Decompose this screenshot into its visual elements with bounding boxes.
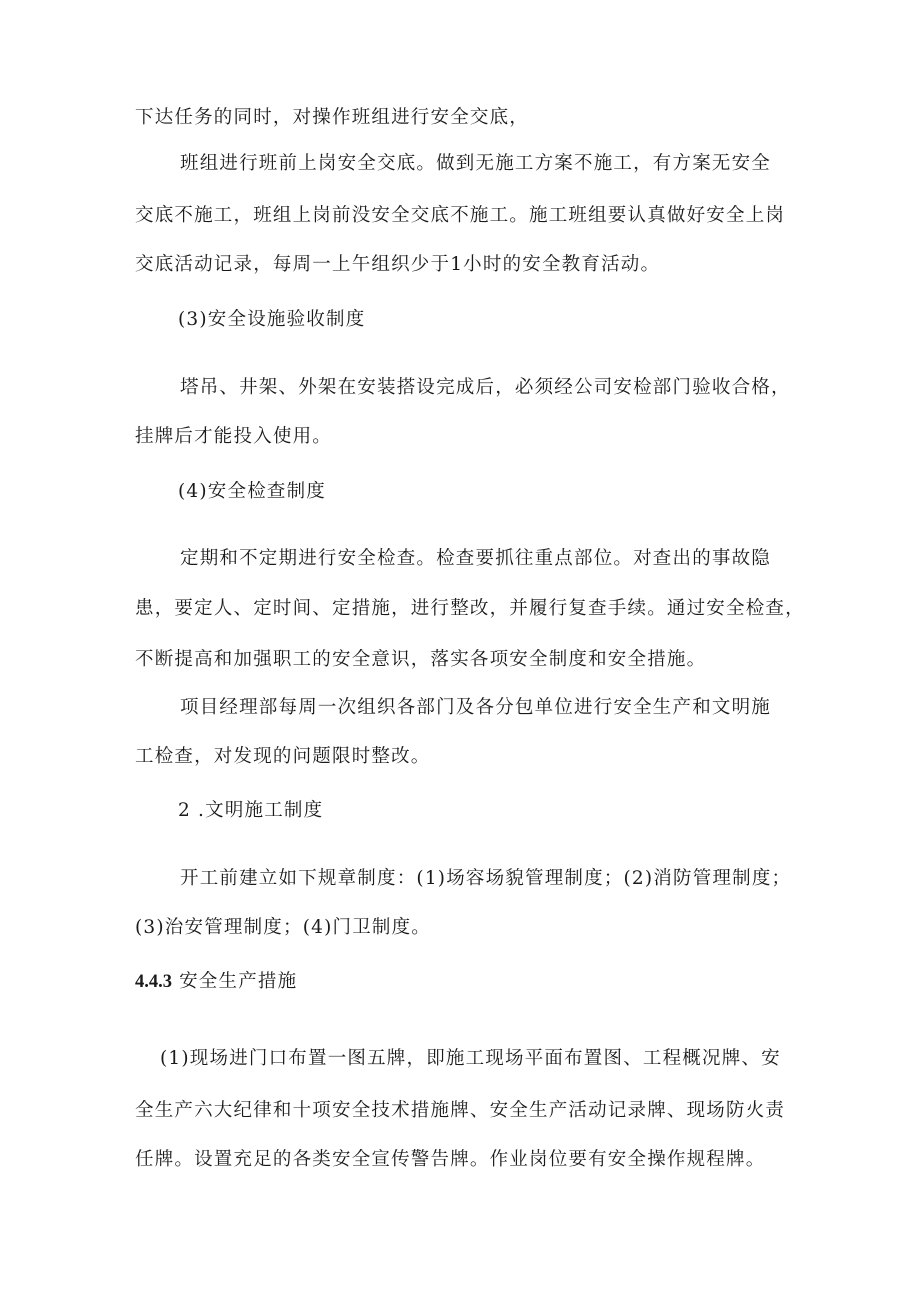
paragraph-line: 班组进行班前上岗安全交底。做到无施工方案不施工，有方案无安全 (180, 153, 772, 174)
paragraph-line: (1)现场进门口布置一图五牌，即施工现场平面布置图、工程概况牌、安 (160, 1048, 781, 1069)
paragraph-line: 开工前建立如下规章制度：(1)场容场貌管理制度；(2)消防管理制度； (180, 868, 792, 889)
paragraph-line: 患，要定人、定时间、定措施，进行整改，并履行复查手续。通过安全检查， (135, 598, 805, 619)
paragraph-line: (3)治安管理制度；(4)门卫制度。 (135, 917, 432, 938)
subheading-line: 2 .文明施工制度 (178, 800, 324, 821)
paragraph-line: 全生产六大纪律和十项安全技术措施牌、安全生产活动记录牌、现场防火责 (135, 1100, 786, 1121)
paragraph-line: 塔吊、井架、外架在安装搭设完成后，必须经公司安检部门验收合格， (180, 377, 791, 398)
paragraph-line: 定期和不定期进行安全检查。检查要抓往重点部位。对查出的事故隐 (180, 548, 772, 569)
paragraph-line: 下达任务的同时，对操作班组进行安全交底， (135, 107, 530, 128)
section-heading (135, 970, 297, 994)
section-heading-number: 4.4.3 (135, 972, 172, 992)
subheading-line: (4)安全检查制度 (178, 481, 327, 502)
paragraph-line: 项目经理部每周一次组织各部门及各分包单位进行安全生产和文明施 (180, 697, 772, 718)
paragraph-line: 交底不施工，班组上岗前没安全交底不施工。施工班组要认真做好安全上岗 (135, 205, 786, 226)
subheading-line: (3)安全设施验收制度 (178, 309, 366, 330)
paragraph-line: 任牌。设置充足的各类安全宣传警告牌。作业岗位要有安全操作规程牌。 (135, 1149, 766, 1170)
paragraph-line: 不断提高和加强职工的安全意识，落实各项安全制度和安全措施。 (135, 649, 707, 670)
paragraph-line: 交底活动记录，每周一上午组织少于1小时的安全教育活动。 (135, 254, 661, 275)
section-heading-title: 安全生产措施 (179, 971, 298, 992)
paragraph-line: 工检查，对发现的问题限时整改。 (135, 746, 431, 767)
paragraph-line: 挂牌后才能投入使用。 (135, 426, 333, 447)
